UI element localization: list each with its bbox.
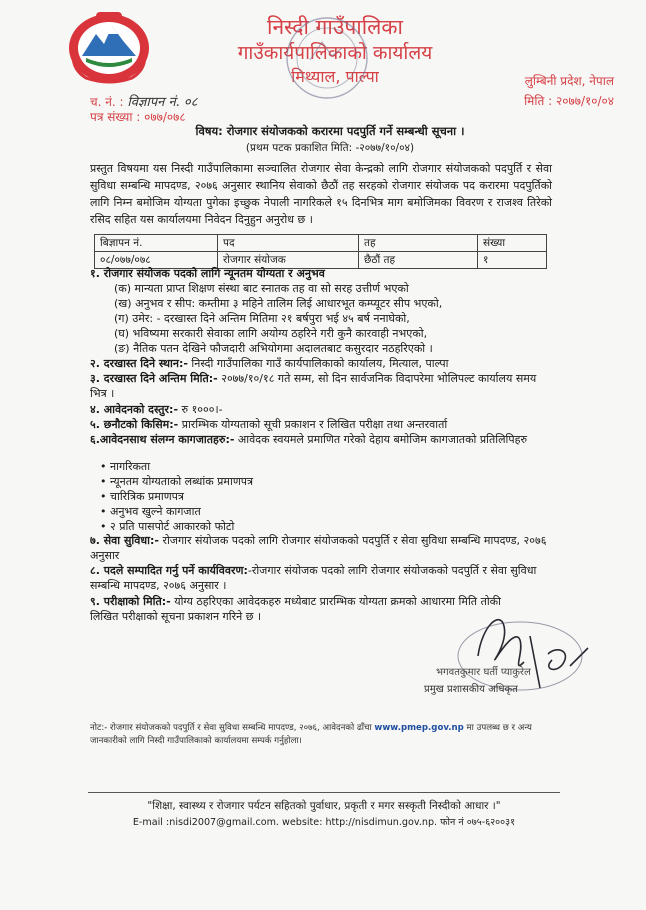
section-benefits	[90, 533, 556, 563]
footnote-text-end: मा उपलब्ध छ र अन्य जानकारीको लागि निस्दी गाउँपालिकाको कार्यालयमा सम्पर्क गर्नुहोला।	[90, 723, 532, 746]
table-cell: १	[478, 252, 547, 269]
table-header-cell: संख्या	[478, 235, 547, 252]
section-fee	[90, 402, 556, 417]
section-deadline	[90, 371, 556, 401]
footer-contact: E-mail :nisdi2007@gmail.com. website: http://nisdimun.gov.np. फोन नं ०७५-६२००३१	[132, 817, 516, 828]
office-location: मिथ्याल, पाल्पा	[291, 67, 379, 86]
table-cell: रोजगार संयोजक	[218, 252, 359, 269]
section-text: योग्य ठहरिएका आवेदकहरु मध्येबाट प्रारम्भिक योग्यता क्रमको आधारमा मिति तोकी लिखित परीक्षाको सूचना प्रकाशन गरिने छ ।	[90, 595, 501, 623]
nepal-emblem-icon	[66, 8, 152, 84]
notice-intro: प्रस्तुत विषयमा यस निस्दी गाउँपालिकामा सञ्चालित रोजगार सेवा केन्द्रको लागि रोजगार संयोजकको पदपुर्ति र सेवा सुविधा सम्बन्धि मापदण्ड, २०७६ अनुसार स्थानिय सेवाको छैठौं तह सरहको रोजगार संयोजक पद करारमा पदपुर्तिको लागि निम्न बमोजिम योग्यता पुगेका इच्छुक नेपाली नागरिकले १५ दिनभित्र माग बमोजिमका विवरण र राजश्व तिरेको रसिद सहित यस कार्यालयमा निवेदन दिनुहुन अनुरोध छ ।	[90, 162, 552, 226]
section-title: २. दरखास्त दिने स्थान:-	[90, 357, 188, 370]
section-application-place	[90, 356, 556, 371]
section-documents	[90, 432, 556, 534]
province: लुम्बिनी प्रदेश, नेपाल	[524, 74, 614, 88]
list-item: (ख) अनुभव र सीप: कम्तीमा ३ महिने तालिम लिई आधारभूत कम्प्यूटर सीप भएको,	[114, 297, 443, 310]
list-item: (घ) भविष्यमा सरकारी सेवाका लागि अयोग्य ठहरिने गरी कुनै कारवाही नभएको,	[114, 327, 428, 340]
section-text: रोजगार संयोजक पदको लागि रोजगार संयोजकको पदपुर्ति र सेवा सुविधा सम्बन्धि मापदण्ड, २०७६ अनुसार	[90, 534, 547, 562]
footer-divider	[88, 792, 560, 793]
list-item: (क) मान्यता प्राप्त शिक्षण संस्था बाट स्नातक तह वा सो सरह उत्तीर्ण भएको	[114, 282, 409, 295]
first-published-date: (प्रथम पटक प्रकाशित मिति: -२०७७/१०/०४)	[245, 142, 415, 154]
section-selection	[90, 417, 556, 432]
signatory-title: प्रमुख प्रशासकीय अधिकृत	[424, 684, 518, 695]
section-text: निस्दी गाउँपालिका गाउँ कार्यपालिकाको कार्यालय, मित्याल, पाल्पा	[187, 357, 449, 370]
section-title: ८. पदले सम्पादित गर्नु पर्ने कार्यविवरण:	[90, 564, 248, 577]
table-header-cell: पद	[218, 235, 359, 252]
section-text: रु १०००।-	[178, 403, 223, 416]
section-title: १. रोजगार संयोजक पदको लागि न्यूनतम योग्यता र अनुभव	[90, 267, 325, 280]
section-title: ७. सेवा सुविधा:-	[90, 534, 159, 547]
org-name: निस्दी गाउँपालिका	[267, 15, 403, 39]
reference-label: च. नं. :	[90, 95, 124, 109]
list-item: (ग) उमेर: - दरखास्त दिने अन्तिम मितिमा २१ बर्षपुरा भई ४५ बर्ष ननाघेको,	[114, 312, 410, 325]
signatory-name: भगवतकुमार घर्ती प्याकुरेल	[436, 667, 531, 678]
table-cell: ०८/०७७/०७८	[95, 252, 218, 269]
section-title: ४. आवेदनको दस्तुर:-	[90, 403, 179, 416]
section-title: ६.आवेदनसाथ संलग्न कागजातहरु:-	[90, 433, 235, 446]
letter-number: पत्र संख्या : ०७७/०७८	[90, 110, 186, 124]
issue-date: मिति : २०७७/१०/०४	[524, 94, 614, 108]
list-item: (ङ) नैतिक पतन देखिने फौजदारी अभियोगमा अदालतबाट कसुरदार नठहरिएको ।	[114, 342, 433, 355]
section-text: २०७७/१०/१८ गते सम्म, सो दिन सार्वजनिक विदापरेमा भोलिपल्ट कार्यालय समय भित्र ।	[90, 372, 537, 400]
footer-motto: "शिक्षा, स्वास्थ्य र रोजगार पर्यटन सहितको पुर्वाधार, प्रकृती र मगर सस्कृती निस्दीको आधार ।"	[147, 800, 501, 812]
notice-subject: विषय: रोजगार संयोजकको करारमा पदपुर्ति गर्ने सम्बन्धी सूचना ।	[195, 124, 465, 138]
section-title: ९. परीक्षाको मिति:-	[90, 595, 171, 608]
list-item: • चारित्रिक प्रमाणपत्र	[100, 490, 184, 503]
footnote-text: नोट:- रोजगार संयोजकको पदपुर्ति र सेवा सुविधा सम्बन्धि मापदण्ड, २०७६, आवेदनको ढाँचा	[90, 723, 375, 733]
list-item: • २ प्रति पासपोर्ट आकारको फोटो	[100, 520, 235, 533]
pmep-link[interactable]: www.pmep.gov.np	[374, 723, 464, 733]
reference-handwritten: विज्ञापन नं. ०८	[127, 95, 198, 110]
list-item: • नागरिकता	[100, 460, 151, 473]
table-header-cell: तह	[359, 235, 478, 252]
section-text: -रोजगार संयोजक पदको लागि रोजगार संयोजकको पदपुर्ति र सेवा सुविधा सम्बन्धि मापदण्ड, २०७६ अनुसार ।	[90, 564, 537, 592]
vacancy-table	[94, 234, 547, 269]
table-cell: छैठौं तह	[359, 252, 478, 269]
footnote	[90, 722, 556, 748]
office-name: गाउँकार्यपालिकाको कार्यालय	[237, 42, 433, 64]
section-duties	[90, 563, 556, 593]
section-text: प्रारम्भिक योग्यताको सूची प्रकाशन र लिखित परीक्षा तथा अन्तरवार्ता	[178, 418, 448, 431]
section-title: ३. दरखास्त दिने अन्तिम मिति:-	[90, 372, 218, 385]
section-qualification	[90, 266, 556, 356]
list-item: • न्यूनतम योग्यताको लब्धांक प्रमाणपत्र	[100, 475, 254, 488]
table-header-row	[95, 235, 547, 252]
table-header-cell: बिज्ञापन नं.	[95, 235, 218, 252]
section-title: ५. छनौटको किसिम:-	[90, 418, 179, 431]
section-text: आवेदक स्वयमले प्रमाणित गरेको देहाय बमोजिम कागजातको प्रतिलिपिहरु	[234, 433, 528, 446]
office-stamp-icon	[282, 8, 372, 108]
list-item: • अनुभव खुल्ने कागजात	[100, 505, 201, 518]
